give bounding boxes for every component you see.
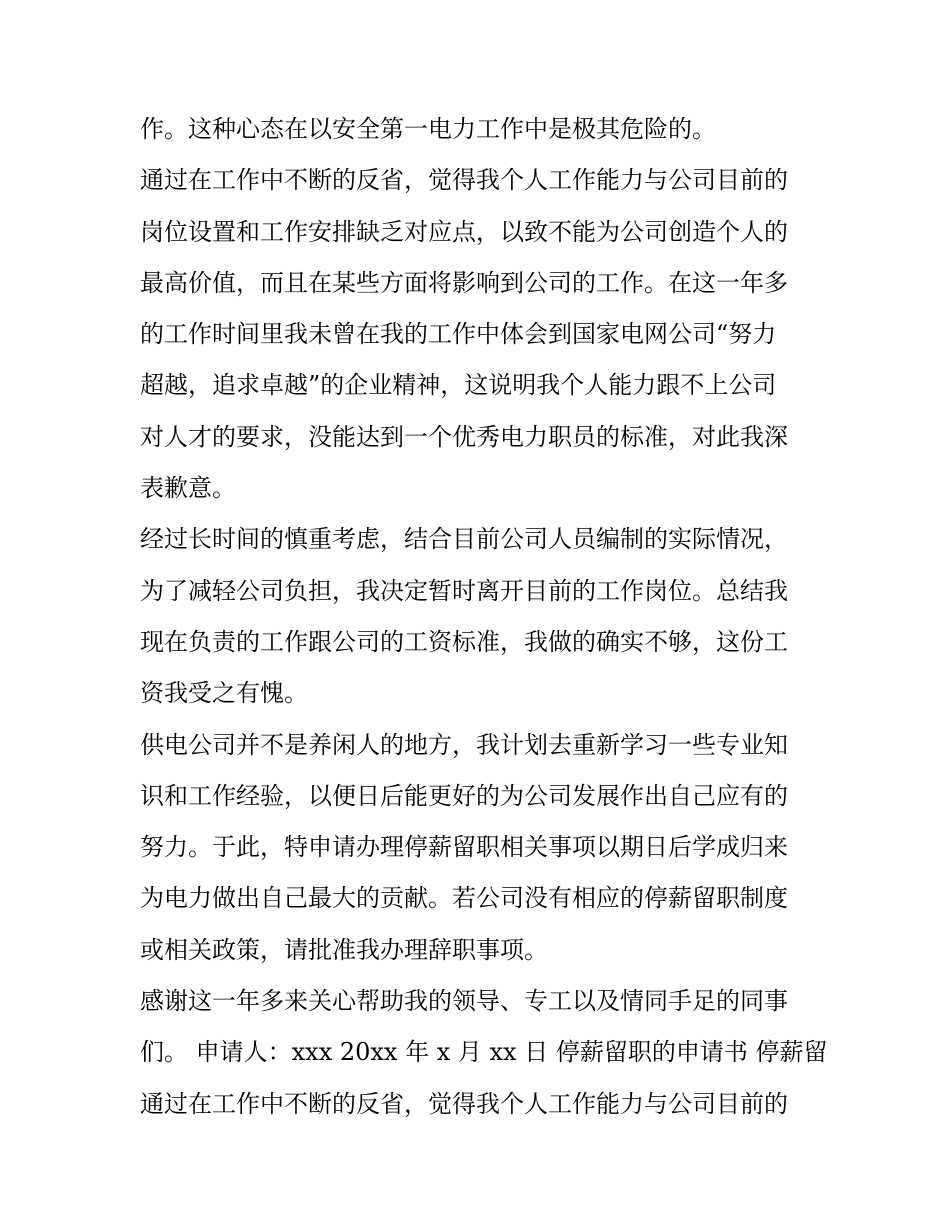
text-line: 作。这种心态在以安全第一电力工作中是极其危险的。 — [140, 115, 716, 143]
text-line: 识和工作经验，以便日后能更好的为公司发展作出自己应有的 — [140, 781, 788, 810]
text-line: 经过长时间的慎重考虑，结合目前公司人员编制的实际情况， — [140, 525, 788, 554]
text-line: 最高价值，而且在某些方面将影响到公司的工作。在这一年多 — [140, 268, 788, 297]
text-line: 们。 申请人：xxx 20xx 年 x 月 xx 日 停薪留职的申请书 停薪留 — [140, 1038, 828, 1067]
text-line: 为了减轻公司负担，我决定暂时离开目前的工作岗位。总结我 — [140, 576, 788, 605]
text-line: 感谢这一年多来关心帮助我的领导、专工以及情同手足的同事 — [140, 987, 788, 1016]
text-line: 对人才的要求，没能达到一个优秀电力职员的标准，对此我深 — [140, 422, 788, 451]
text-line: 资我受之有愧。 — [140, 679, 308, 708]
document-body — [140, 104, 828, 1130]
text-line: 通过在工作中不断的反省，觉得我个人工作能力与公司目前的 — [140, 166, 788, 195]
text-line: 岗位设置和工作安排缺乏对应点，以致不能为公司创造个人的 — [140, 217, 788, 246]
text-line: 的工作时间里我未曾在我的工作中体会到国家电网公司“努力 — [140, 320, 777, 349]
text-line: 通过在工作中不断的反省，觉得我个人工作能力与公司目前的 — [140, 1089, 788, 1118]
text-line: 供电公司并不是养闲人的地方，我计划去重新学习一些专业知 — [140, 730, 788, 759]
text-line: 表歉意。 — [140, 474, 236, 503]
text-line: 现在负责的工作跟公司的工资标准，我做的确实不够，这份工 — [140, 627, 788, 656]
text-line: 努力。于此，特申请办理停薪留职相关事项以期日后学成归来 — [140, 833, 788, 862]
text-line: 或相关政策，请批准我办理辞职事项。 — [140, 935, 548, 964]
text-line: 超越，追求卓越”的企业精神，这说明我个人能力跟不上公司 — [140, 371, 777, 400]
text-line: 为电力做出自己最大的贡献。若公司没有相应的停薪留职制度 — [140, 884, 788, 913]
